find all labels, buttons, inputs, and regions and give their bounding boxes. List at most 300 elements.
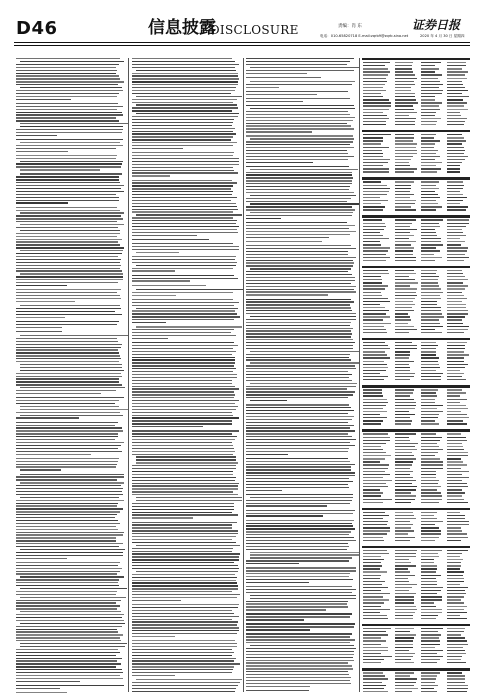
table-cell: [395, 559, 409, 560]
table-cell: [421, 656, 443, 657]
table-cell: [447, 449, 464, 450]
table-cell: [421, 596, 442, 597]
table-cell: [395, 168, 417, 169]
table-cell: [363, 105, 391, 106]
text-line: [132, 380, 232, 381]
table-cell: [363, 471, 385, 472]
text-line: [246, 505, 327, 506]
table-cell: [447, 502, 469, 503]
table-cell: [363, 499, 392, 500]
text-line: [132, 669, 233, 670]
table-cell: [421, 168, 441, 169]
table-cell: [447, 159, 465, 160]
text-line: [20, 161, 123, 162]
text-line: [132, 562, 234, 563]
text-line: [246, 549, 347, 550]
table-cell: [395, 313, 408, 314]
table-cell: [395, 99, 416, 100]
text-line: [132, 442, 232, 443]
text-line: [132, 588, 238, 589]
text-line: [246, 629, 310, 630]
text-line: [246, 325, 350, 326]
text-line: [20, 123, 128, 124]
table-cell: [395, 93, 415, 94]
text-line: [132, 99, 237, 100]
table-cell: [363, 584, 382, 585]
text-line: [246, 156, 354, 157]
table-cell: [447, 276, 465, 277]
text-line: [16, 200, 119, 201]
table-cell: [421, 301, 437, 302]
table-cell: [363, 84, 385, 85]
table-cell: [447, 575, 463, 576]
table-cell: [447, 115, 461, 116]
table-cell: [363, 571, 387, 572]
table-cell: [421, 483, 438, 484]
text-line: [246, 330, 351, 331]
text-line: [16, 546, 119, 547]
table-cell: [421, 568, 437, 569]
table-cell: [395, 354, 410, 355]
text-line: [132, 125, 232, 126]
table-cell: [395, 644, 413, 645]
text-line: [132, 480, 235, 481]
table-cell: [447, 124, 464, 125]
table-cell: [363, 235, 383, 236]
text-line: [246, 609, 326, 610]
table-cell: [363, 379, 384, 380]
table-cell: [363, 556, 381, 557]
table-cell: [363, 247, 390, 248]
table-cell: [421, 565, 437, 566]
table-cell: [421, 449, 443, 450]
text-line: [132, 280, 190, 281]
table-cell: [421, 530, 441, 531]
text-line: [246, 147, 354, 148]
text-line: [246, 677, 351, 678]
text-line: [20, 643, 127, 644]
text-line: [16, 529, 118, 530]
table-cell: [363, 232, 380, 233]
table-cell: [395, 452, 412, 453]
table-cell: [447, 565, 461, 566]
table-cell: [421, 197, 440, 198]
text-line: [246, 289, 354, 290]
table-cell: [447, 102, 467, 103]
table-cell: [363, 477, 383, 478]
text-line: [250, 212, 353, 213]
table-cell: [447, 477, 470, 478]
table-cell: [363, 140, 383, 141]
table-cell: [395, 376, 414, 377]
text-line: [132, 568, 239, 569]
table-cell: [447, 373, 464, 374]
table-cell: [421, 90, 443, 91]
text-line: [16, 448, 118, 449]
table-cell: [395, 562, 411, 563]
table-cell: [421, 682, 435, 683]
table-cell: [395, 458, 415, 459]
text-line: [132, 268, 233, 269]
table-cell: [363, 587, 388, 588]
table-cell: [363, 137, 383, 138]
text-line: [246, 231, 356, 232]
table-cell: [421, 118, 441, 119]
text-line: [132, 61, 235, 62]
table-cell: [363, 102, 391, 103]
table-cell: [363, 147, 389, 148]
table-cell: [421, 402, 435, 403]
table-cell: [421, 524, 435, 525]
table-cell: [363, 411, 387, 412]
table-cell: [363, 153, 383, 154]
table-cell: [421, 203, 438, 204]
text-line: [132, 652, 234, 653]
text-line: [246, 159, 348, 160]
text-line: [132, 412, 232, 413]
masthead: [0, 0, 484, 42]
text-line: [246, 241, 322, 242]
table-cell: [363, 420, 383, 421]
table-cell: [395, 420, 412, 421]
table-cell: [447, 495, 462, 496]
table-cell: [395, 247, 413, 248]
text-line: [246, 218, 281, 219]
text-line: [132, 357, 235, 358]
text-line: [132, 203, 236, 204]
table-cell: [421, 399, 435, 400]
text-line: [136, 265, 236, 266]
text-line: [250, 195, 356, 196]
table-cell: [447, 209, 466, 210]
table-cell: [421, 471, 436, 472]
table-cell: [447, 223, 469, 224]
text-line: [20, 597, 126, 598]
table-cell: [363, 326, 384, 327]
text-line: [16, 75, 119, 76]
table-cell: [447, 285, 468, 286]
table-cell: [363, 279, 382, 280]
table-cell: [363, 332, 387, 333]
text-line: [16, 155, 117, 156]
table-cell: [395, 581, 409, 582]
table-header: [362, 338, 470, 340]
text-line: [246, 150, 347, 151]
text-line: [16, 295, 120, 296]
column-divider: [128, 58, 129, 692]
text-line: [250, 557, 352, 558]
contact-line: 电话：010-65820718 E-mail:zqrb9@zqrb.sina.net: [320, 34, 409, 38]
text-line: [136, 326, 242, 327]
table-cell: [421, 316, 444, 317]
text-line: [16, 132, 122, 133]
text-line: [246, 540, 356, 541]
table-cell: [363, 206, 385, 207]
text-line: [132, 139, 231, 140]
text-line: [132, 415, 233, 416]
text-line: [20, 169, 100, 170]
table-cell: [363, 537, 383, 538]
table-cell: [447, 197, 468, 198]
text-line: [16, 433, 118, 434]
table-cell: [395, 486, 417, 487]
text-line: [16, 585, 119, 586]
text-line: [20, 61, 124, 62]
section-title-english: DISCLOSURE: [210, 23, 299, 37]
table-cell: [421, 408, 437, 409]
table-cell: [447, 688, 468, 689]
text-line: [250, 362, 359, 363]
table-cell: [363, 675, 385, 676]
table-cell: [395, 464, 412, 465]
text-line: [16, 73, 116, 74]
table-cell: [395, 150, 417, 151]
text-line: [16, 163, 122, 164]
text-line: [16, 347, 121, 348]
text-line: [16, 520, 118, 521]
table-cell: [363, 480, 392, 481]
table-cell: [395, 197, 410, 198]
table-cell: [421, 310, 441, 311]
text-line: [132, 81, 238, 82]
table-cell: [447, 78, 467, 79]
table-cell: [447, 568, 461, 569]
text-line: [132, 474, 233, 475]
table-cell: [447, 596, 465, 597]
text-line: [132, 383, 232, 384]
table-cell: [363, 226, 386, 227]
text-line: [246, 91, 348, 92]
text-line: [132, 649, 232, 650]
text-line: [16, 378, 119, 379]
text-line: [16, 672, 123, 673]
text-line: [246, 606, 348, 607]
table-cell: [447, 486, 469, 487]
text-line: [246, 433, 348, 434]
table-cell: [363, 185, 387, 186]
table-cell: [363, 464, 389, 465]
table-cell: [447, 235, 466, 236]
table-cell: [395, 348, 416, 349]
text-line: [16, 64, 119, 65]
text-line: [132, 136, 233, 137]
table-cell: [395, 656, 413, 657]
text-line: [16, 93, 119, 94]
text-line: [246, 225, 355, 226]
table-cell: [447, 181, 463, 182]
table-cell: [421, 437, 442, 438]
table-cell: [447, 650, 465, 651]
table-cell: [395, 102, 417, 103]
text-line: [16, 579, 119, 580]
text-line: [246, 458, 348, 459]
table-cell: [421, 71, 435, 72]
text-line: [132, 483, 239, 484]
table-cell: [395, 181, 414, 182]
text-line: [16, 442, 124, 443]
table-cell: [421, 370, 436, 371]
table-cell: [447, 634, 461, 635]
table-cell: [447, 628, 465, 629]
table-cell: [363, 578, 380, 579]
text-line: [246, 636, 350, 637]
table-cell: [447, 433, 461, 434]
table-cell: [447, 440, 468, 441]
table-cell: [363, 631, 386, 632]
text-line: [16, 505, 117, 506]
text-line: [16, 352, 119, 353]
text-line: [246, 257, 356, 258]
text-line: [246, 674, 349, 675]
text-line: [246, 186, 350, 187]
table-cell: [395, 659, 411, 660]
table-cell: [395, 279, 414, 280]
text-line: [132, 636, 175, 637]
text-line: [16, 338, 117, 339]
text-line: [132, 148, 183, 149]
text-line: [20, 173, 122, 174]
table-cell: [395, 609, 417, 610]
text-line: [250, 351, 360, 352]
table-cell: [447, 150, 465, 151]
table-cell: [395, 593, 415, 594]
text-line: [20, 646, 125, 647]
text-line: [16, 349, 118, 350]
table-cell: [395, 235, 414, 236]
table-cell: [421, 659, 440, 660]
table-cell: [421, 276, 439, 277]
text-line: [132, 78, 239, 79]
text-line: [132, 594, 240, 595]
text-line: [16, 503, 118, 504]
text-line: [132, 640, 235, 641]
table-cell: [447, 200, 464, 201]
table-cell: [421, 593, 437, 594]
table-cell: [421, 486, 441, 487]
table-cell: [395, 342, 412, 343]
table-cell: [447, 553, 462, 554]
table-cell: [421, 65, 435, 66]
text-line: [246, 339, 353, 340]
text-line: [132, 119, 234, 120]
table-cell: [421, 295, 440, 296]
text-line: [16, 678, 123, 679]
table-cell: [395, 357, 408, 358]
text-line: [16, 540, 116, 541]
text-line: [16, 458, 119, 459]
table-cell: [363, 254, 386, 255]
text-line: [246, 117, 355, 118]
table-cell: [421, 150, 438, 151]
table-cell: [363, 181, 381, 182]
table-cell: [395, 361, 414, 362]
table-cell: [447, 446, 463, 447]
table-cell: [421, 584, 437, 585]
text-line: [250, 203, 360, 204]
text-line: [250, 268, 351, 269]
table-cell: [447, 489, 462, 490]
table-cell: [421, 298, 441, 299]
table-cell: [395, 399, 414, 400]
table-cell: [447, 90, 469, 91]
table-cell: [421, 367, 440, 368]
text-line: [246, 307, 351, 308]
text-line: [16, 591, 117, 592]
table-cell: [363, 304, 380, 305]
table-cell: [421, 159, 435, 160]
table-cell: [447, 571, 464, 572]
text-line: [132, 211, 233, 212]
text-line: [132, 67, 235, 68]
table-cell: [363, 402, 388, 403]
text-line: [16, 265, 121, 266]
text-line: [20, 409, 128, 410]
table-cell: [447, 367, 466, 368]
text-line: [16, 655, 116, 656]
table-cell: [363, 640, 386, 641]
table-cell: [363, 562, 381, 563]
table-header: [362, 177, 470, 179]
table-cell: [363, 512, 385, 513]
table-cell: [447, 87, 465, 88]
table-cell: [363, 348, 390, 349]
text-line: [132, 200, 231, 201]
text-line: [246, 374, 352, 375]
table-cell: [395, 115, 409, 116]
table-cell: [363, 121, 386, 122]
text-line: [132, 646, 237, 647]
text-line: [16, 640, 121, 641]
table-cell: [395, 379, 410, 380]
text-line: [246, 651, 354, 652]
text-line: [246, 380, 352, 381]
issue-date: 2020 年 4 月 30 日 星期四: [420, 34, 465, 38]
text-line: [246, 680, 350, 681]
table-cell: [395, 455, 414, 456]
text-line: [246, 430, 355, 431]
text-line: [132, 122, 233, 123]
table-cell: [395, 316, 410, 317]
table-cell: [447, 364, 468, 365]
table-cell: [363, 109, 389, 110]
text-line: [16, 637, 120, 638]
text-line: [246, 494, 353, 495]
text-line: [16, 439, 115, 440]
table-cell: [395, 96, 415, 97]
table-cell: [395, 112, 416, 113]
text-line: [246, 654, 354, 655]
table-cell: [363, 307, 385, 308]
text-line: [132, 161, 239, 162]
text-line: [246, 262, 354, 263]
text-line: [132, 685, 238, 686]
table-cell: [395, 241, 415, 242]
table-cell: [421, 345, 438, 346]
table-cell: [447, 559, 463, 560]
text-line: [132, 436, 237, 437]
text-line: [16, 464, 117, 465]
text-line: [16, 120, 119, 121]
table-header: [362, 215, 470, 217]
text-line: [132, 220, 237, 221]
table-cell: [395, 449, 416, 450]
text-line: [132, 397, 234, 398]
text-line: [246, 198, 351, 199]
text-line: [136, 679, 242, 680]
text-line: [246, 686, 310, 687]
table-cell: [421, 232, 436, 233]
table-cell: [395, 408, 414, 409]
